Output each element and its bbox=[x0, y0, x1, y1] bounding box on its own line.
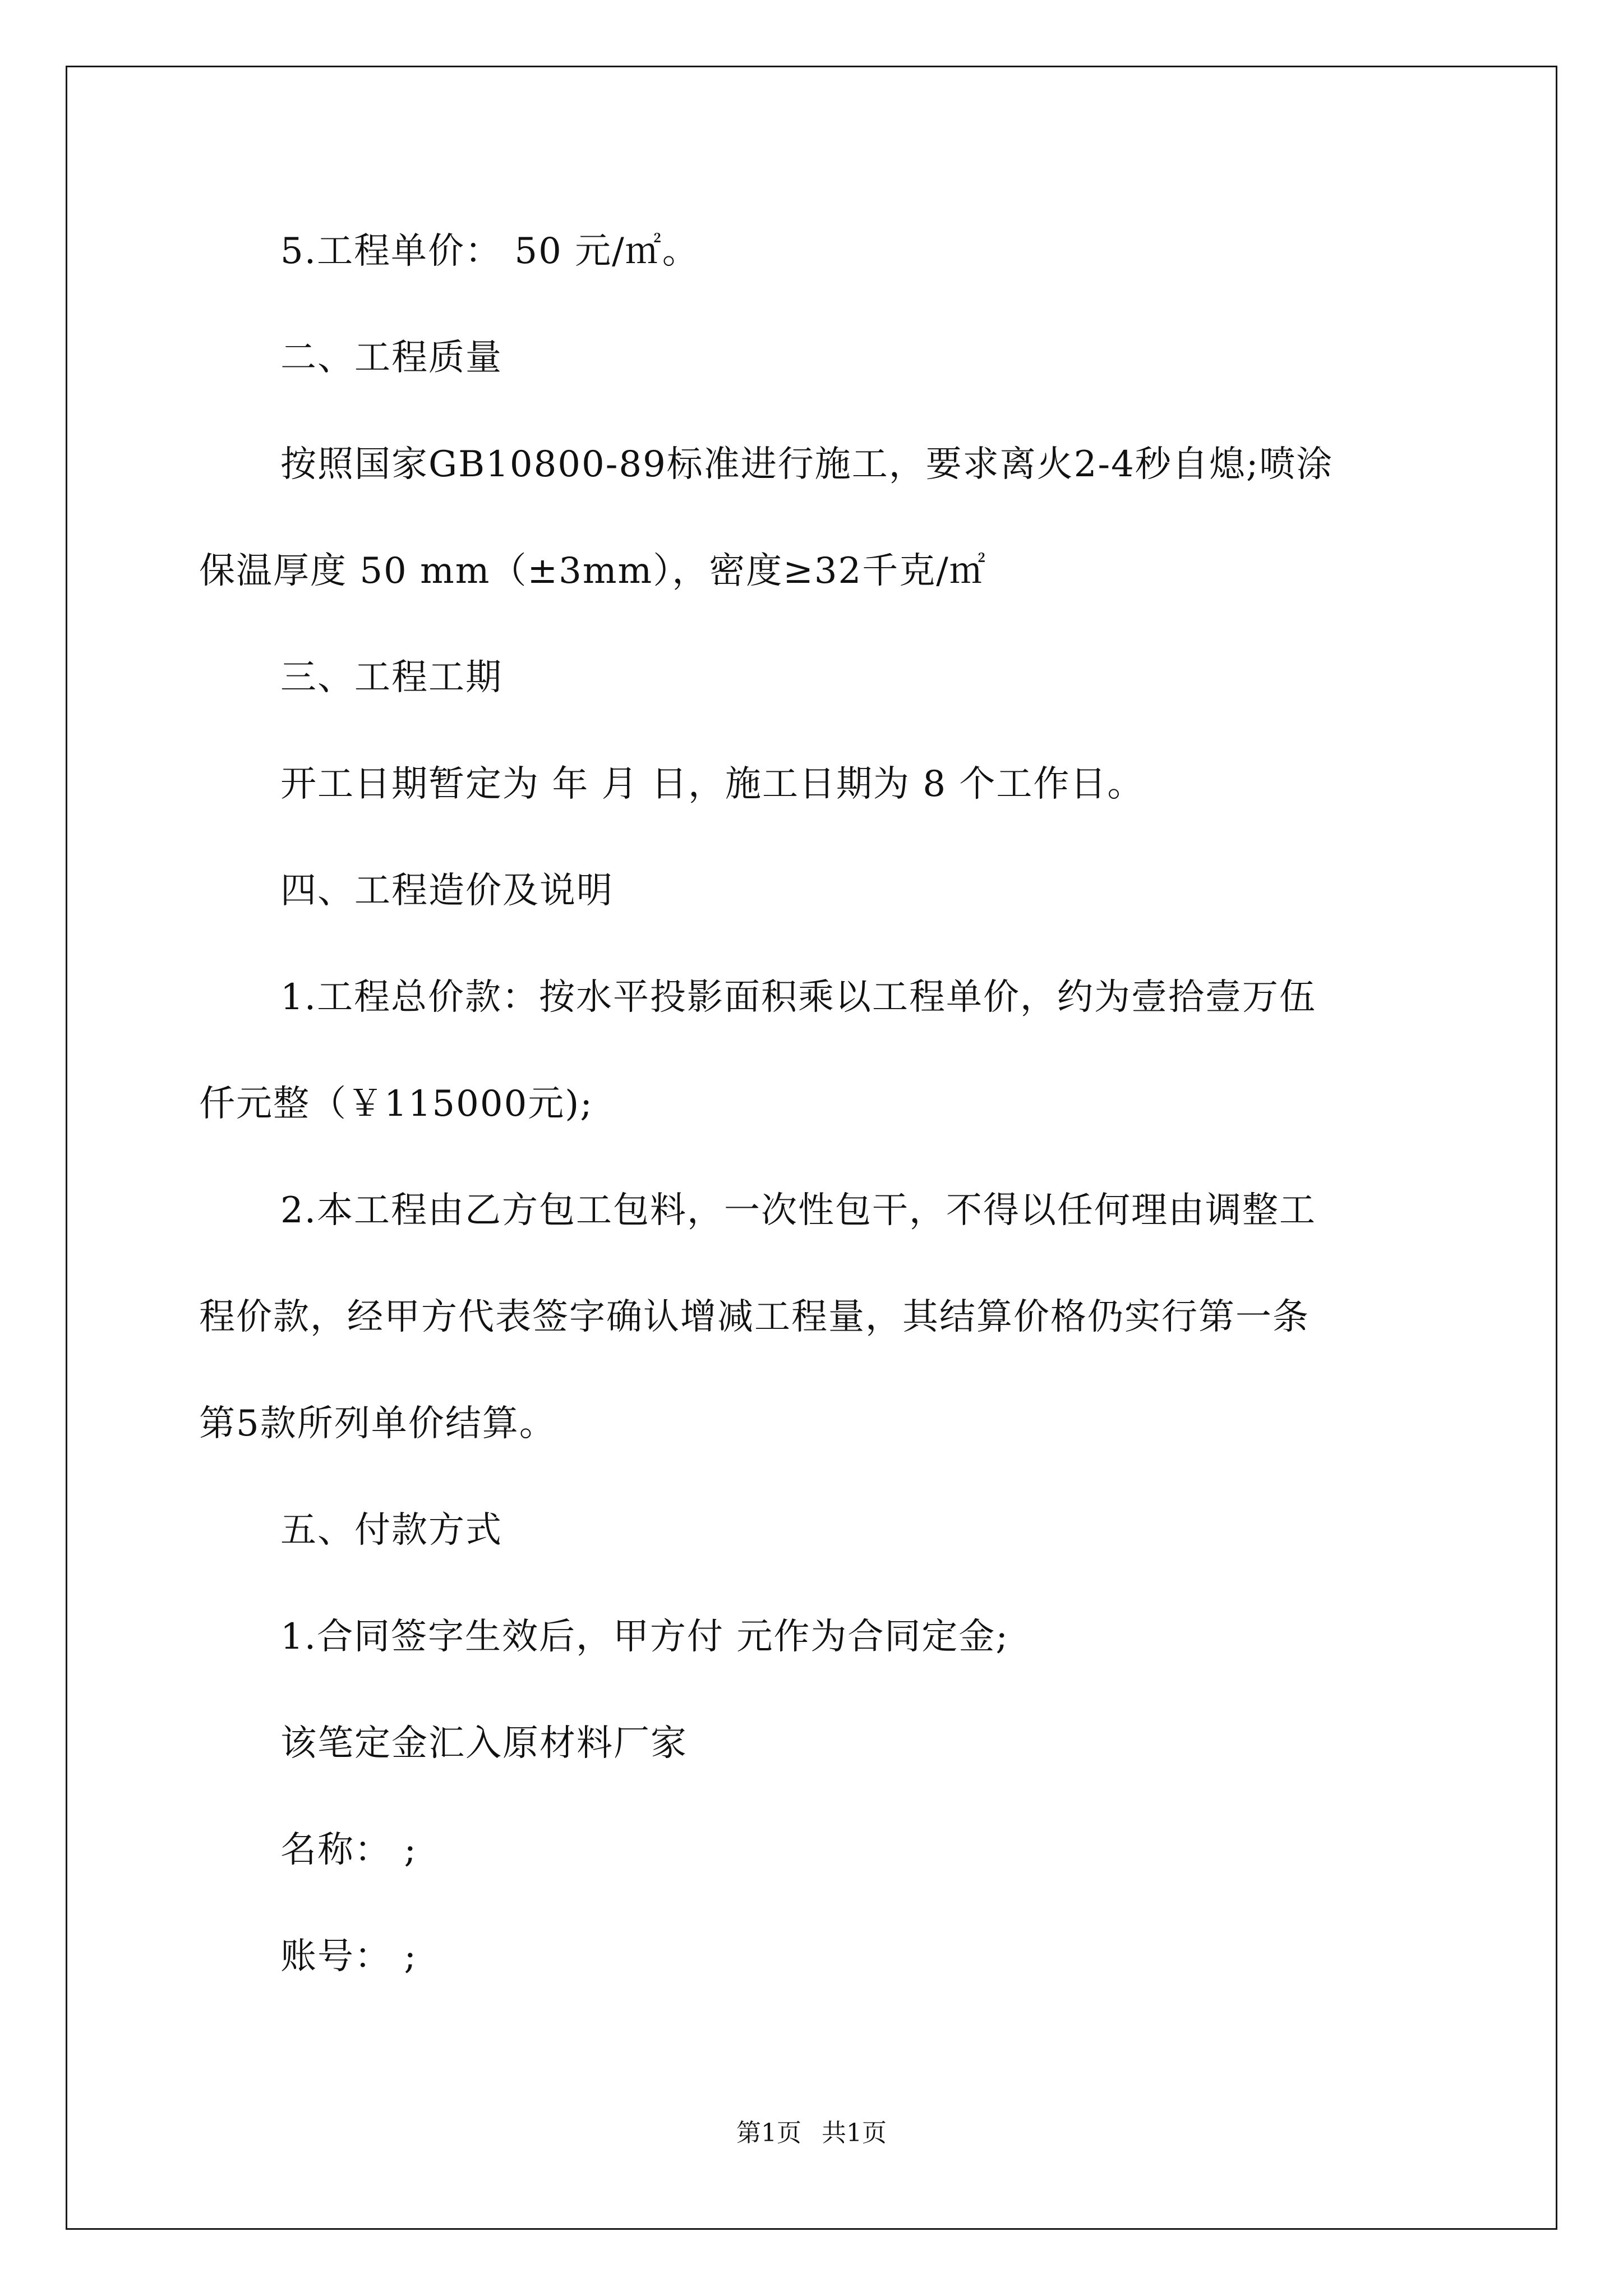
paragraph-line: 该笔定金汇入原材料厂家 bbox=[280, 1723, 688, 1764]
paragraph-line: 1.工程总价款：按水平投影面积乘以工程单价，约为壹拾壹万伍 bbox=[280, 977, 1317, 1018]
paragraph-line: 1.合同签字生效后，甲方付 元作为合同定金; bbox=[280, 1616, 1009, 1658]
paragraph-line: 2.本工程由乙方包工包料，一次性包干，不得以任何理由调整工 bbox=[280, 1190, 1317, 1231]
paragraph-line: 第5款所列单价结算。 bbox=[199, 1403, 556, 1444]
page-footer: 第1页 共1页 bbox=[736, 2119, 887, 2147]
page-border bbox=[66, 66, 1557, 2230]
section-heading-quality: 二、工程质量 bbox=[280, 337, 502, 379]
paragraph-line: 保温厚度 50 mm（±3mm），密度≥32千克/㎡ bbox=[199, 550, 986, 592]
paragraph-line: 程价款，经甲方代表签字确认增减工程量，其结算价格仍实行第一条 bbox=[199, 1296, 1310, 1338]
field-account: 账号： ; bbox=[280, 1936, 417, 1977]
section-heading-payment: 五、付款方式 bbox=[280, 1510, 502, 1551]
paragraph-line: 按照国家GB10800-89标准进行施工，要求离火2-4秒自熄;喷涂 bbox=[280, 444, 1334, 485]
item-unit-price: 5.工程单价： 50 元/㎡。 bbox=[280, 231, 699, 272]
section-heading-schedule: 三、工程工期 bbox=[280, 657, 502, 698]
section-heading-cost: 四、工程造价及说明 bbox=[280, 870, 614, 912]
paragraph-line: 开工日期暂定为 年 月 日，施工日期为 8 个工作日。 bbox=[280, 763, 1145, 805]
paragraph-line: 仟元整（￥115000元); bbox=[199, 1083, 593, 1125]
field-name: 名称： ; bbox=[280, 1829, 417, 1871]
